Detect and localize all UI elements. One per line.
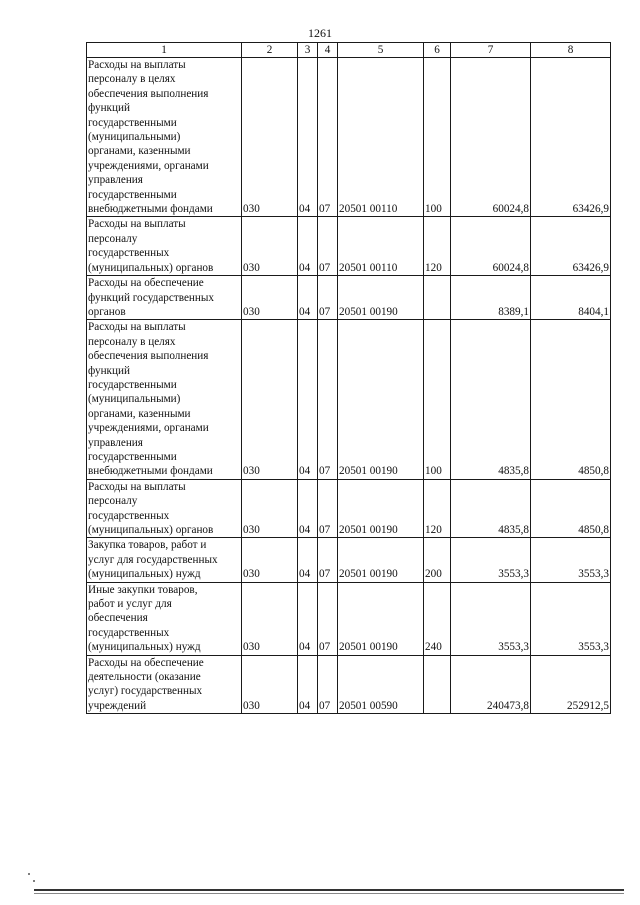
subsection-code: 07 [318, 276, 338, 320]
header-cell: 8 [531, 43, 611, 58]
amount-col7: 4835,8 [451, 320, 531, 479]
subsection-code: 07 [318, 538, 338, 582]
expense-name: Расходы на выплаты персоналу государственных (муниципальных) органов [87, 217, 242, 276]
table-row [87, 655, 611, 714]
table-row [87, 58, 611, 217]
section-code: 04 [298, 479, 318, 538]
table-row [87, 320, 611, 479]
expense-type-code: 100 [424, 320, 451, 479]
table-row [87, 538, 611, 582]
expense-name: Иные закупки товаров, работ и услуг для обеспечения государственных (муниципальных) нужд [87, 582, 242, 655]
amount-col7: 4835,8 [451, 479, 531, 538]
subsection-code: 07 [318, 582, 338, 655]
table-row [87, 276, 611, 320]
expense-type-code: 100 [424, 58, 451, 217]
expense-type-code [424, 276, 451, 320]
section-code: 04 [298, 582, 318, 655]
expense-name: Расходы на обеспечение функций государственных органов [87, 276, 242, 320]
page-number: 1261 [308, 26, 332, 40]
ministry-code: 030 [242, 538, 298, 582]
ministry-code: 030 [242, 276, 298, 320]
target-article-code: 20501 00190 [338, 479, 424, 538]
amount-col8: 4850,8 [531, 320, 611, 479]
amount-col8: 252912,5 [531, 655, 611, 714]
table-row [87, 479, 611, 538]
target-article-code: 20501 00590 [338, 655, 424, 714]
target-article-code: 20501 00190 [338, 582, 424, 655]
amount-col8: 3553,3 [531, 582, 611, 655]
expense-type-code [424, 655, 451, 714]
subsection-code: 07 [318, 655, 338, 714]
target-article-code: 20501 00190 [338, 538, 424, 582]
amount-col7: 8389,1 [451, 276, 531, 320]
page-bottom-rule-thin [34, 893, 624, 894]
amount-col7: 60024,8 [451, 217, 531, 276]
expense-name: Расходы на обеспечение деятельности (оказание услуг) государственных учреждений [87, 655, 242, 714]
target-article-code: 20501 00110 [338, 217, 424, 276]
amount-col8: 3553,3 [531, 538, 611, 582]
header-cell: 6 [424, 43, 451, 58]
section-code: 04 [298, 538, 318, 582]
table-row [87, 582, 611, 655]
page-bottom-rule [34, 889, 624, 891]
expense-type-code: 120 [424, 217, 451, 276]
section-code: 04 [298, 320, 318, 479]
expense-type-code: 200 [424, 538, 451, 582]
header-cell: 5 [338, 43, 424, 58]
ministry-code: 030 [242, 655, 298, 714]
target-article-code: 20501 00110 [338, 58, 424, 217]
subsection-code: 07 [318, 217, 338, 276]
budget-table [86, 42, 611, 714]
amount-col7: 3553,3 [451, 582, 531, 655]
expense-name: Расходы на выплаты персоналу государственных (муниципальных) органов [87, 479, 242, 538]
scan-speck [33, 880, 35, 882]
header-cell: 7 [451, 43, 531, 58]
expense-name: Расходы на выплаты персоналу в целях обеспечения выполнения функций государственными (муниципальными) органами, казенными учреждениями, органами управления государственными внебюджетными фондами [87, 58, 242, 217]
ministry-code: 030 [242, 217, 298, 276]
subsection-code: 07 [318, 320, 338, 479]
amount-col8: 63426,9 [531, 58, 611, 217]
section-code: 04 [298, 276, 318, 320]
subsection-code: 07 [318, 479, 338, 538]
amount-col7: 60024,8 [451, 58, 531, 217]
section-code: 04 [298, 217, 318, 276]
header-cell: 1 [87, 43, 242, 58]
header-cell: 3 [298, 43, 318, 58]
amount-col8: 4850,8 [531, 479, 611, 538]
expense-type-code: 240 [424, 582, 451, 655]
header-cell: 4 [318, 43, 338, 58]
ministry-code: 030 [242, 479, 298, 538]
table-row [87, 217, 611, 276]
expense-name: Закупка товаров, работ и услуг для государственных (муниципальных) нужд [87, 538, 242, 582]
ministry-code: 030 [242, 320, 298, 479]
amount-col8: 8404,1 [531, 276, 611, 320]
ministry-code: 030 [242, 582, 298, 655]
header-row [87, 43, 611, 58]
amount-col7: 3553,3 [451, 538, 531, 582]
subsection-code: 07 [318, 58, 338, 217]
amount-col7: 240473,8 [451, 655, 531, 714]
ministry-code: 030 [242, 58, 298, 217]
header-cell: 2 [242, 43, 298, 58]
expense-type-code: 120 [424, 479, 451, 538]
scan-speck [28, 873, 30, 875]
amount-col8: 63426,9 [531, 217, 611, 276]
target-article-code: 20501 00190 [338, 320, 424, 479]
expense-name: Расходы на выплаты персоналу в целях обеспечения выполнения функций государственными (муниципальными) органами, казенными учреждениями, органами управления государственными внебюджетными фондами [87, 320, 242, 479]
section-code: 04 [298, 655, 318, 714]
target-article-code: 20501 00190 [338, 276, 424, 320]
section-code: 04 [298, 58, 318, 217]
